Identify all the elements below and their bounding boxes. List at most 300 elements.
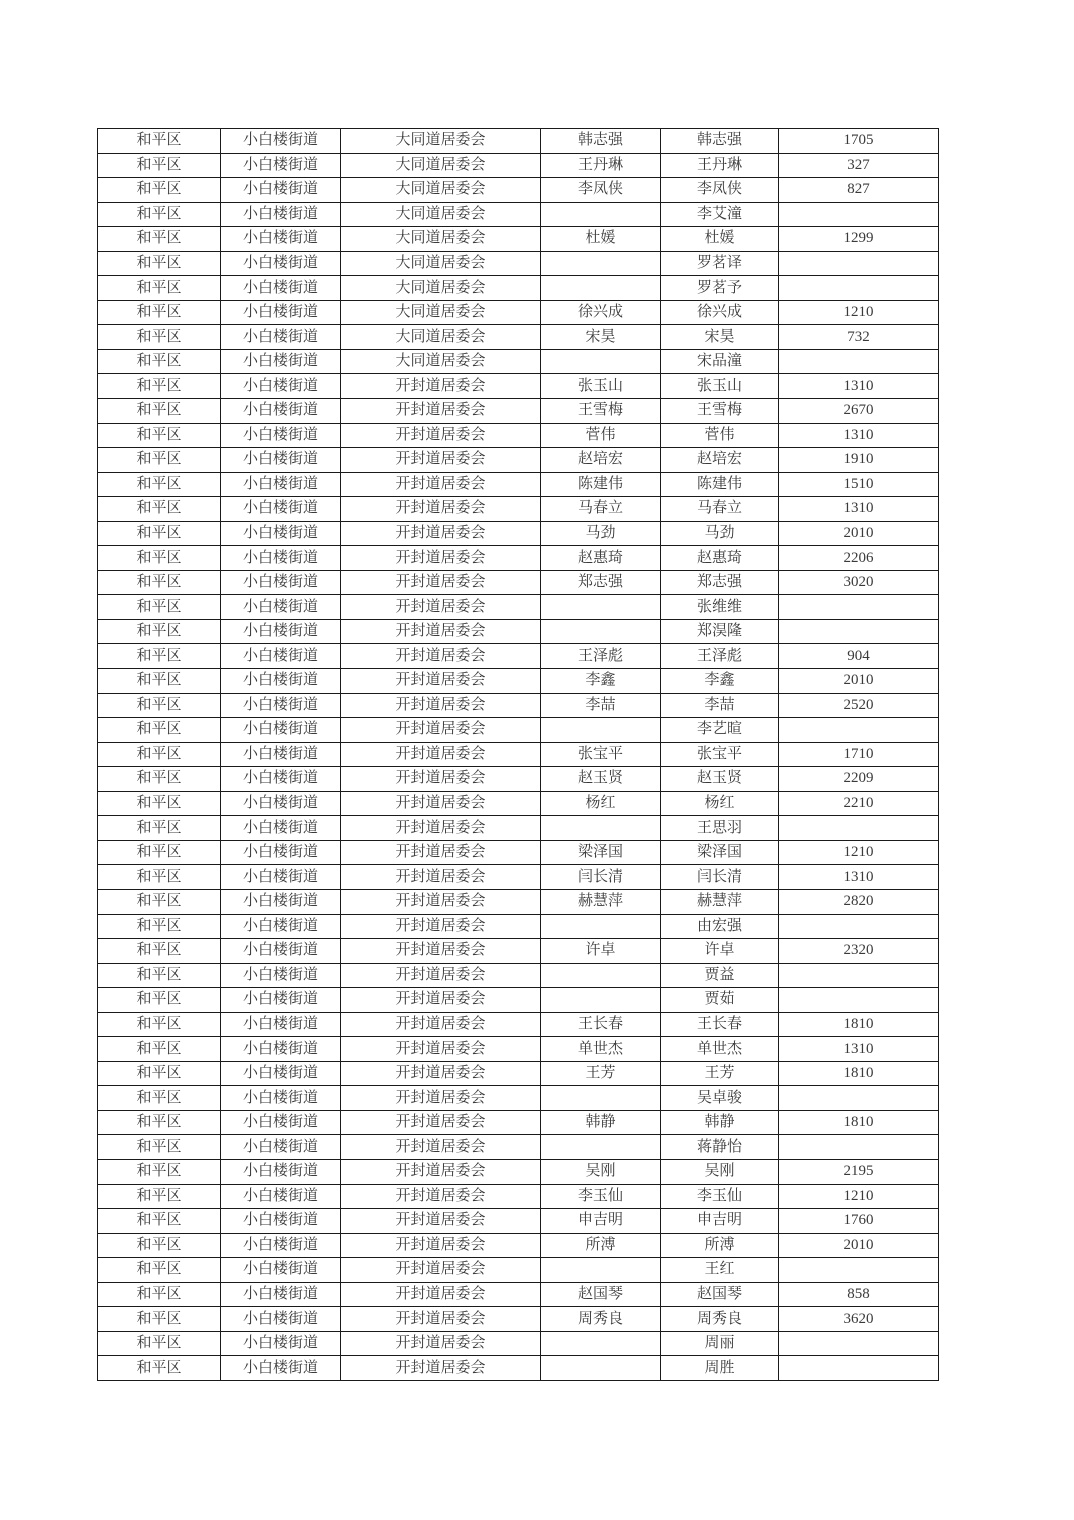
cell-number: 1810 [779,1110,939,1135]
cell-name2: 所溥 [661,1233,779,1258]
table-row [98,1086,939,1111]
table-row [98,178,939,203]
cell-district: 和平区 [98,816,221,841]
cell-district: 和平区 [98,889,221,914]
cell-name1: 赵玉贤 [541,767,661,792]
cell-committee: 开封道居委会 [341,1307,541,1332]
cell-name2: 韩志强 [661,129,779,154]
cell-street: 小白楼街道 [221,276,341,301]
cell-district: 和平区 [98,1061,221,1086]
data-table [97,128,939,1381]
table-row [98,202,939,227]
cell-street: 小白楼街道 [221,914,341,939]
cell-committee: 开封道居委会 [341,1258,541,1283]
cell-committee: 开封道居委会 [341,399,541,424]
cell-name1 [541,816,661,841]
cell-number: 1210 [779,1184,939,1209]
cell-committee: 开封道居委会 [341,423,541,448]
cell-number [779,963,939,988]
table-row [98,325,939,350]
cell-district: 和平区 [98,570,221,595]
cell-number: 1310 [779,374,939,399]
table-row [98,742,939,767]
cell-name2: 许卓 [661,939,779,964]
cell-name2: 由宏强 [661,914,779,939]
table-row [98,963,939,988]
cell-number: 1810 [779,1012,939,1037]
cell-name2: 王丹琳 [661,153,779,178]
cell-district: 和平区 [98,546,221,571]
cell-street: 小白楼街道 [221,693,341,718]
cell-committee: 开封道居委会 [341,1061,541,1086]
cell-name2: 王思羽 [661,816,779,841]
cell-district: 和平区 [98,988,221,1013]
cell-name1: 宋昊 [541,325,661,350]
cell-number: 2010 [779,521,939,546]
cell-committee: 开封道居委会 [341,939,541,964]
cell-committee: 开封道居委会 [341,1233,541,1258]
cell-street: 小白楼街道 [221,546,341,571]
table-row [98,816,939,841]
cell-name2: 张宝平 [661,742,779,767]
cell-committee: 开封道居委会 [341,521,541,546]
cell-district: 和平区 [98,300,221,325]
cell-committee: 开封道居委会 [341,1356,541,1381]
cell-street: 小白楼街道 [221,129,341,154]
cell-name1 [541,595,661,620]
table-row [98,669,939,694]
cell-name1: 李玉仙 [541,1184,661,1209]
cell-district: 和平区 [98,742,221,767]
cell-number: 2209 [779,767,939,792]
cell-district: 和平区 [98,693,221,718]
cell-street: 小白楼街道 [221,1110,341,1135]
cell-name1: 菅伟 [541,423,661,448]
cell-district: 和平区 [98,669,221,694]
cell-number [779,816,939,841]
cell-street: 小白楼街道 [221,963,341,988]
cell-name1: 赵惠琦 [541,546,661,571]
cell-name2: 吴卓骏 [661,1086,779,1111]
cell-district: 和平区 [98,153,221,178]
cell-district: 和平区 [98,423,221,448]
cell-name2: 王长春 [661,1012,779,1037]
cell-name2: 张维维 [661,595,779,620]
table-row [98,227,939,252]
table-row [98,914,939,939]
table-row [98,448,939,473]
cell-committee: 开封道居委会 [341,914,541,939]
cell-street: 小白楼街道 [221,1012,341,1037]
cell-street: 小白楼街道 [221,939,341,964]
cell-name1 [541,1356,661,1381]
table-row [98,1331,939,1356]
cell-name1 [541,1331,661,1356]
cell-district: 和平区 [98,1012,221,1037]
cell-district: 和平区 [98,1159,221,1184]
cell-name2: 王芳 [661,1061,779,1086]
cell-name1: 马春立 [541,497,661,522]
cell-committee: 开封道居委会 [341,988,541,1013]
cell-street: 小白楼街道 [221,767,341,792]
table-row [98,865,939,890]
cell-name1 [541,1258,661,1283]
cell-street: 小白楼街道 [221,791,341,816]
cell-street: 小白楼街道 [221,423,341,448]
cell-number [779,619,939,644]
cell-street: 小白楼街道 [221,178,341,203]
cell-name1: 韩志强 [541,129,661,154]
cell-street: 小白楼街道 [221,742,341,767]
cell-committee: 开封道居委会 [341,742,541,767]
cell-name2: 申吉明 [661,1209,779,1234]
table-row [98,619,939,644]
cell-street: 小白楼街道 [221,1307,341,1332]
cell-name1 [541,276,661,301]
cell-name1: 韩静 [541,1110,661,1135]
cell-name1: 陈建伟 [541,472,661,497]
cell-name1 [541,963,661,988]
cell-committee: 大同道居委会 [341,153,541,178]
cell-street: 小白楼街道 [221,202,341,227]
cell-committee: 开封道居委会 [341,767,541,792]
table-row [98,497,939,522]
cell-name1: 申吉明 [541,1209,661,1234]
cell-committee: 开封道居委会 [341,1282,541,1307]
table-row [98,791,939,816]
cell-name1: 赵培宏 [541,448,661,473]
cell-number: 858 [779,1282,939,1307]
table-row [98,644,939,669]
table-row [98,1258,939,1283]
cell-name1: 王芳 [541,1061,661,1086]
cell-name2: 李凤侠 [661,178,779,203]
cell-name2: 吴刚 [661,1159,779,1184]
cell-number [779,276,939,301]
cell-committee: 大同道居委会 [341,227,541,252]
cell-committee: 开封道居委会 [341,1086,541,1111]
table-row [98,399,939,424]
table-row [98,1209,939,1234]
cell-committee: 开封道居委会 [341,693,541,718]
cell-number [779,1258,939,1283]
cell-name2: 赫慧萍 [661,889,779,914]
cell-street: 小白楼街道 [221,1209,341,1234]
cell-district: 和平区 [98,1135,221,1160]
cell-committee: 开封道居委会 [341,448,541,473]
cell-committee: 大同道居委会 [341,300,541,325]
cell-district: 和平区 [98,399,221,424]
cell-number [779,349,939,374]
cell-district: 和平区 [98,1110,221,1135]
cell-committee: 开封道居委会 [341,1037,541,1062]
cell-name1: 杜媛 [541,227,661,252]
cell-name2: 郑淏隆 [661,619,779,644]
cell-name1: 所溥 [541,1233,661,1258]
cell-name2: 赵国琴 [661,1282,779,1307]
cell-district: 和平区 [98,472,221,497]
table-row [98,521,939,546]
cell-number [779,1135,939,1160]
table-row [98,1061,939,1086]
cell-committee: 开封道居委会 [341,889,541,914]
cell-number: 2206 [779,546,939,571]
cell-name2: 徐兴成 [661,300,779,325]
cell-name1 [541,349,661,374]
cell-street: 小白楼街道 [221,1037,341,1062]
table-row [98,1184,939,1209]
table-row [98,300,939,325]
cell-number: 2010 [779,1233,939,1258]
cell-street: 小白楼街道 [221,227,341,252]
cell-name2: 周秀良 [661,1307,779,1332]
cell-name1: 王泽彪 [541,644,661,669]
cell-district: 和平区 [98,325,221,350]
cell-name2: 贾茹 [661,988,779,1013]
cell-street: 小白楼街道 [221,251,341,276]
cell-district: 和平区 [98,497,221,522]
cell-street: 小白楼街道 [221,325,341,350]
table-row [98,1307,939,1332]
cell-committee: 开封道居委会 [341,619,541,644]
cell-name2: 梁泽国 [661,840,779,865]
cell-street: 小白楼街道 [221,570,341,595]
cell-number [779,251,939,276]
cell-name2: 李艾潼 [661,202,779,227]
cell-name2: 杜媛 [661,227,779,252]
cell-district: 和平区 [98,1086,221,1111]
table-row [98,1037,939,1062]
table-row [98,693,939,718]
cell-name1: 许卓 [541,939,661,964]
table-row [98,1356,939,1381]
cell-committee: 开封道居委会 [341,791,541,816]
table-row [98,276,939,301]
cell-street: 小白楼街道 [221,300,341,325]
cell-district: 和平区 [98,619,221,644]
cell-street: 小白楼街道 [221,718,341,743]
cell-name1 [541,202,661,227]
cell-number: 2010 [779,669,939,694]
cell-district: 和平区 [98,202,221,227]
cell-street: 小白楼街道 [221,448,341,473]
cell-name1: 张玉山 [541,374,661,399]
cell-street: 小白楼街道 [221,1135,341,1160]
cell-name1: 李凤侠 [541,178,661,203]
cell-number: 1210 [779,840,939,865]
cell-district: 和平区 [98,227,221,252]
cell-committee: 开封道居委会 [341,669,541,694]
table-row [98,1282,939,1307]
table-row [98,374,939,399]
cell-district: 和平区 [98,1258,221,1283]
table-row [98,349,939,374]
cell-district: 和平区 [98,1356,221,1381]
cell-district: 和平区 [98,840,221,865]
table-row [98,1233,939,1258]
cell-number: 1760 [779,1209,939,1234]
cell-district: 和平区 [98,251,221,276]
cell-name1: 王雪梅 [541,399,661,424]
cell-name2: 闫长清 [661,865,779,890]
cell-name1: 李鑫 [541,669,661,694]
cell-district: 和平区 [98,963,221,988]
cell-name2: 张玉山 [661,374,779,399]
cell-name1: 吴刚 [541,1159,661,1184]
cell-district: 和平区 [98,595,221,620]
table-row [98,251,939,276]
table-row [98,718,939,743]
cell-street: 小白楼街道 [221,619,341,644]
table-row [98,767,939,792]
cell-name2: 宋品潼 [661,349,779,374]
cell-street: 小白楼街道 [221,595,341,620]
cell-name1 [541,251,661,276]
cell-name2: 马春立 [661,497,779,522]
cell-name2: 马劲 [661,521,779,546]
table-row [98,1135,939,1160]
cell-number [779,1331,939,1356]
cell-street: 小白楼街道 [221,374,341,399]
cell-committee: 开封道居委会 [341,644,541,669]
cell-number [779,595,939,620]
cell-street: 小白楼街道 [221,1061,341,1086]
cell-street: 小白楼街道 [221,1282,341,1307]
cell-committee: 开封道居委会 [341,963,541,988]
cell-name2: 李艺暄 [661,718,779,743]
cell-committee: 开封道居委会 [341,1135,541,1160]
cell-street: 小白楼街道 [221,1331,341,1356]
cell-number: 1310 [779,865,939,890]
cell-name1: 王长春 [541,1012,661,1037]
cell-name1: 张宝平 [541,742,661,767]
cell-name1: 李喆 [541,693,661,718]
cell-street: 小白楼街道 [221,497,341,522]
cell-name1: 马劲 [541,521,661,546]
table-row [98,1110,939,1135]
cell-committee: 大同道居委会 [341,129,541,154]
cell-number [779,718,939,743]
cell-number: 732 [779,325,939,350]
cell-name1: 郑志强 [541,570,661,595]
cell-number: 827 [779,178,939,203]
cell-committee: 开封道居委会 [341,472,541,497]
cell-street: 小白楼街道 [221,1258,341,1283]
cell-number: 2320 [779,939,939,964]
cell-number [779,1356,939,1381]
table-row [98,840,939,865]
cell-district: 和平区 [98,129,221,154]
cell-committee: 大同道居委会 [341,251,541,276]
cell-committee: 大同道居委会 [341,276,541,301]
cell-street: 小白楼街道 [221,1159,341,1184]
cell-committee: 大同道居委会 [341,325,541,350]
cell-name2: 蒋静怡 [661,1135,779,1160]
cell-district: 和平区 [98,1282,221,1307]
table-row [98,939,939,964]
cell-name2: 赵玉贤 [661,767,779,792]
table-row [98,1159,939,1184]
table-row [98,153,939,178]
cell-name2: 李喆 [661,693,779,718]
cell-name1: 单世杰 [541,1037,661,1062]
cell-name2: 周丽 [661,1331,779,1356]
cell-district: 和平区 [98,349,221,374]
cell-district: 和平区 [98,1184,221,1209]
cell-name1 [541,914,661,939]
cell-number: 2210 [779,791,939,816]
cell-name2: 罗茗予 [661,276,779,301]
cell-street: 小白楼街道 [221,1233,341,1258]
table-row [98,472,939,497]
cell-street: 小白楼街道 [221,669,341,694]
cell-name1: 梁泽国 [541,840,661,865]
cell-name2: 李玉仙 [661,1184,779,1209]
cell-name2: 罗茗译 [661,251,779,276]
cell-number: 1810 [779,1061,939,1086]
cell-name2: 韩静 [661,1110,779,1135]
cell-number: 1910 [779,448,939,473]
cell-number: 904 [779,644,939,669]
cell-committee: 开封道居委会 [341,816,541,841]
cell-name2: 王红 [661,1258,779,1283]
table-row [98,546,939,571]
cell-street: 小白楼街道 [221,399,341,424]
cell-name2: 杨红 [661,791,779,816]
cell-name2: 赵培宏 [661,448,779,473]
cell-committee: 开封道居委会 [341,546,541,571]
cell-name1: 闫长清 [541,865,661,890]
cell-name2: 陈建伟 [661,472,779,497]
cell-street: 小白楼街道 [221,1184,341,1209]
cell-street: 小白楼街道 [221,521,341,546]
cell-name1: 赫慧萍 [541,889,661,914]
cell-committee: 开封道居委会 [341,374,541,399]
cell-committee: 开封道居委会 [341,718,541,743]
cell-number: 2195 [779,1159,939,1184]
cell-number [779,988,939,1013]
cell-district: 和平区 [98,865,221,890]
cell-number: 3620 [779,1307,939,1332]
cell-district: 和平区 [98,939,221,964]
cell-name1 [541,1135,661,1160]
cell-name1 [541,619,661,644]
cell-name2: 宋昊 [661,325,779,350]
cell-name1 [541,718,661,743]
cell-district: 和平区 [98,1037,221,1062]
cell-district: 和平区 [98,1209,221,1234]
cell-district: 和平区 [98,374,221,399]
cell-number [779,202,939,227]
cell-number: 1710 [779,742,939,767]
cell-name1: 徐兴成 [541,300,661,325]
cell-name1: 赵国琴 [541,1282,661,1307]
cell-street: 小白楼街道 [221,349,341,374]
cell-district: 和平区 [98,791,221,816]
cell-committee: 开封道居委会 [341,1110,541,1135]
cell-name1: 周秀良 [541,1307,661,1332]
cell-street: 小白楼街道 [221,472,341,497]
cell-committee: 大同道居委会 [341,202,541,227]
table-row [98,889,939,914]
cell-name2: 郑志强 [661,570,779,595]
cell-district: 和平区 [98,1307,221,1332]
table-row [98,595,939,620]
cell-street: 小白楼街道 [221,889,341,914]
cell-name2: 单世杰 [661,1037,779,1062]
cell-street: 小白楼街道 [221,153,341,178]
cell-district: 和平区 [98,718,221,743]
